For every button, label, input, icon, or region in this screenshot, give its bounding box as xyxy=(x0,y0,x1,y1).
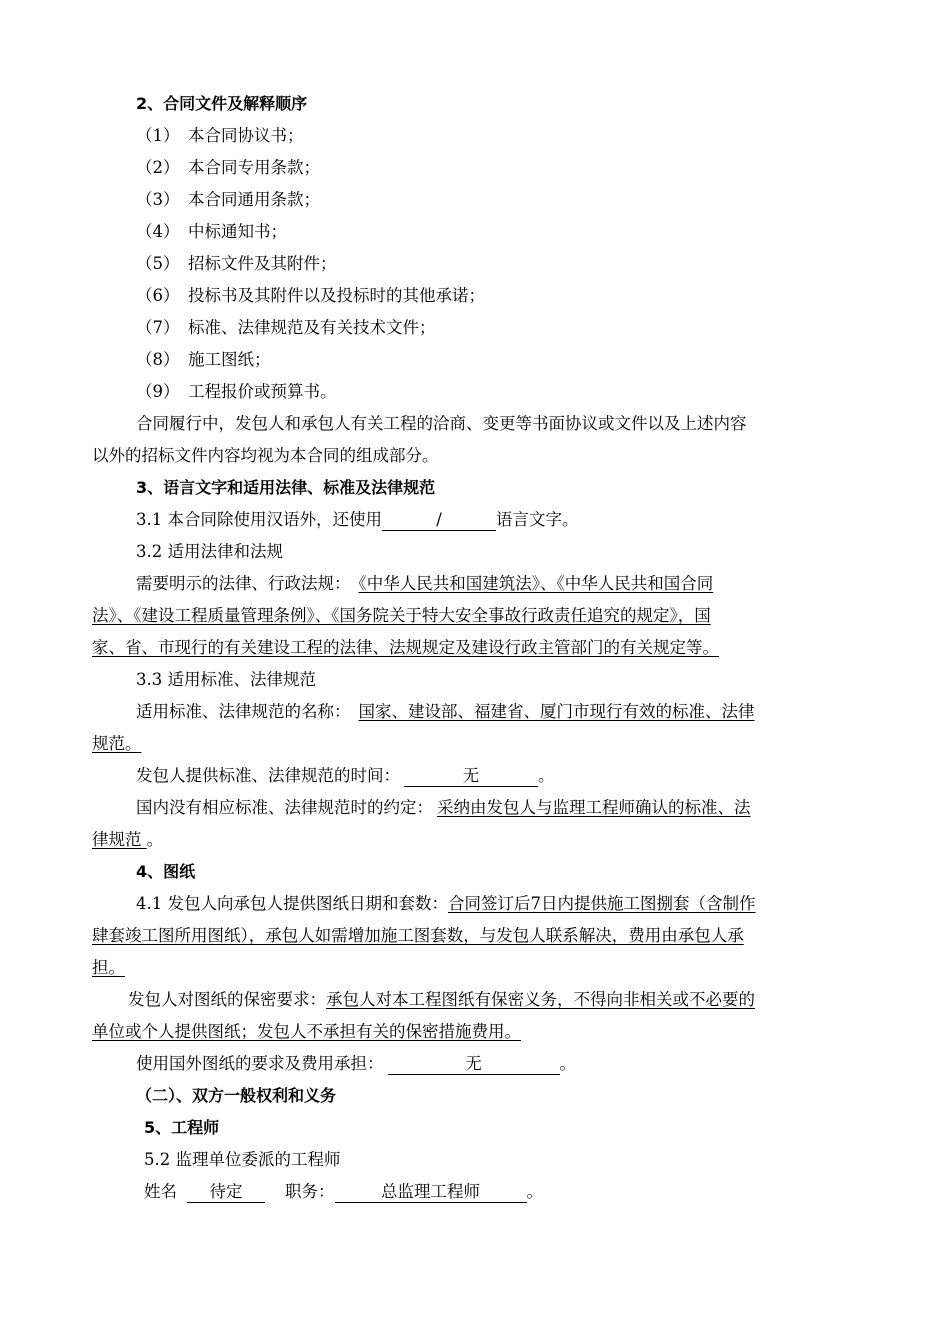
list-item-number: （1） xyxy=(136,126,180,145)
clause-3-3-title: 3.3 适用标准、法律规范 xyxy=(136,670,316,689)
list-item-number: （3） xyxy=(136,190,180,209)
foreign-drawings-label: 使用国外图纸的要求及费用承担： xyxy=(136,1054,384,1073)
list-item-text: 工程报价或预算书。 xyxy=(188,382,337,401)
list-item-number: （9） xyxy=(136,382,180,401)
list-item-number: （2） xyxy=(136,158,180,177)
standards-time-field: 无 xyxy=(404,766,538,787)
no-standard-label: 国内没有相应标准、法律规范时的约定： xyxy=(136,798,433,817)
list-item-text: 施工图纸； xyxy=(188,350,271,369)
list-item-text: 招标文件及其附件； xyxy=(188,254,337,273)
list-item-number: （8） xyxy=(136,350,180,369)
clause-3-1-suffix: 语言文字。 xyxy=(496,510,579,529)
paragraph-line: 合同履行中，发包人和承包人有关工程的洽商、变更等书面协议或文件以及上述内容 xyxy=(136,414,747,433)
laws-label: 需要明示的法律、行政法规： xyxy=(136,574,351,593)
standards-value: 国家、建设部、福建省、厦门市现行有效的标准、法律 xyxy=(358,702,755,721)
drawings-date-value: 合同签订后7日内提供施工图捌套（含制作 xyxy=(448,894,756,913)
list-item-number: （5） xyxy=(136,254,180,273)
list-item-text: 本合同通用条款； xyxy=(188,190,320,209)
name-field: 待定 xyxy=(187,1182,265,1203)
list-item xyxy=(136,348,271,372)
other-language-field: / xyxy=(382,510,496,531)
standards-time-line xyxy=(136,764,555,788)
clause-3-1-text: 3.1 本合同除使用汉语外，还使用 xyxy=(136,510,382,529)
no-standard-line xyxy=(136,796,751,820)
list-item-text: 本合同专用条款； xyxy=(188,158,320,177)
standards-time-label: 发包人提供标准、法律规范的时间： xyxy=(136,766,400,785)
list-item xyxy=(136,380,337,404)
laws-line xyxy=(136,572,713,596)
list-item-number: （7） xyxy=(136,318,180,337)
section-2-heading: 2、合同文件及解释顺序 xyxy=(136,94,308,113)
standards-label: 适用标准、法律规范的名称： xyxy=(136,702,351,721)
foreign-drawings-suffix: 。 xyxy=(559,1054,576,1073)
engineer-line-suffix: 。 xyxy=(526,1182,543,1201)
list-item-text: 标准、法律规范及有关技术文件； xyxy=(188,318,436,337)
clause-4-1-label: 4.1 发包人向承包人提供图纸日期和套数： xyxy=(136,894,448,913)
confidentiality-label: 发包人对图纸的保密要求： xyxy=(128,990,326,1009)
no-standard-value: 律规范 xyxy=(92,830,142,849)
list-item-number: （4） xyxy=(136,222,180,241)
clause-3-1 xyxy=(136,508,579,532)
laws-value: 家、省、市现行的有关建设工程的法律、法规规定及建设行政主管部门的有关规定等。 xyxy=(92,638,719,657)
no-standard-suffix: 。 xyxy=(146,830,164,849)
duty-field: 总监理工程师 xyxy=(335,1182,527,1203)
list-item xyxy=(136,316,436,340)
list-item xyxy=(136,188,320,212)
part-2-heading: （二）、双方一般权利和义务 xyxy=(136,1086,337,1105)
list-item xyxy=(136,284,485,308)
clause-5-2-title: 5.2 监理单位委派的工程师 xyxy=(144,1150,341,1169)
confidentiality-line xyxy=(128,988,755,1012)
no-standard-line xyxy=(92,828,163,852)
paragraph-line: 以外的招标文件内容均视为本合同的组成部分。 xyxy=(92,446,439,465)
list-item-text: 中标通知书； xyxy=(188,222,287,241)
no-standard-value: 采纳由发包人与监理工程师确认的标准、法 xyxy=(437,798,751,817)
confidentiality-value: 承包人对本工程图纸有保密义务，不得向非相关或不必要的 xyxy=(326,990,755,1009)
standards-value: 规范。 xyxy=(92,734,142,753)
laws-value: 法》、《建设工程质量管理条例》、《国务院关于特大安全事故行政责任追究的规定》，国 xyxy=(92,606,711,625)
confidentiality-value: 单位或个人提供图纸；发包人不承担有关的保密措施费用。 xyxy=(92,1022,521,1041)
list-item-text: 投标书及其附件以及投标时的其他承诺； xyxy=(188,286,485,305)
standards-line xyxy=(136,700,755,724)
list-item xyxy=(136,124,304,148)
list-item xyxy=(136,220,287,244)
clause-3-2-title: 3.2 适用法律和法规 xyxy=(136,542,283,561)
section-5-heading: 5、工程师 xyxy=(144,1118,220,1137)
duty-label: 职务： xyxy=(285,1182,335,1201)
engineer-line xyxy=(144,1180,543,1204)
foreign-drawings-line xyxy=(136,1052,576,1076)
drawings-date-value: 担。 xyxy=(92,958,125,977)
list-item xyxy=(136,252,337,276)
section-4-heading: 4、图纸 xyxy=(136,862,196,881)
laws-value: 《中华人民共和国建筑法》、《中华人民共和国合同 xyxy=(358,574,714,593)
standards-time-suffix: 。 xyxy=(538,766,555,785)
list-item-number: （6） xyxy=(136,286,180,305)
list-item-text: 本合同协议书； xyxy=(188,126,304,145)
list-item xyxy=(136,156,320,180)
drawings-date-value: 肆套竣工图所用图纸），承包人如需增加施工图套数，与发包人联系解决，费用由承包人承 xyxy=(92,926,744,945)
clause-4-1 xyxy=(136,892,756,916)
name-label: 姓名 xyxy=(144,1182,177,1201)
section-3-heading: 3、语言文字和适用法律、标准及法律规范 xyxy=(136,478,436,497)
foreign-drawings-field: 无 xyxy=(388,1054,560,1075)
